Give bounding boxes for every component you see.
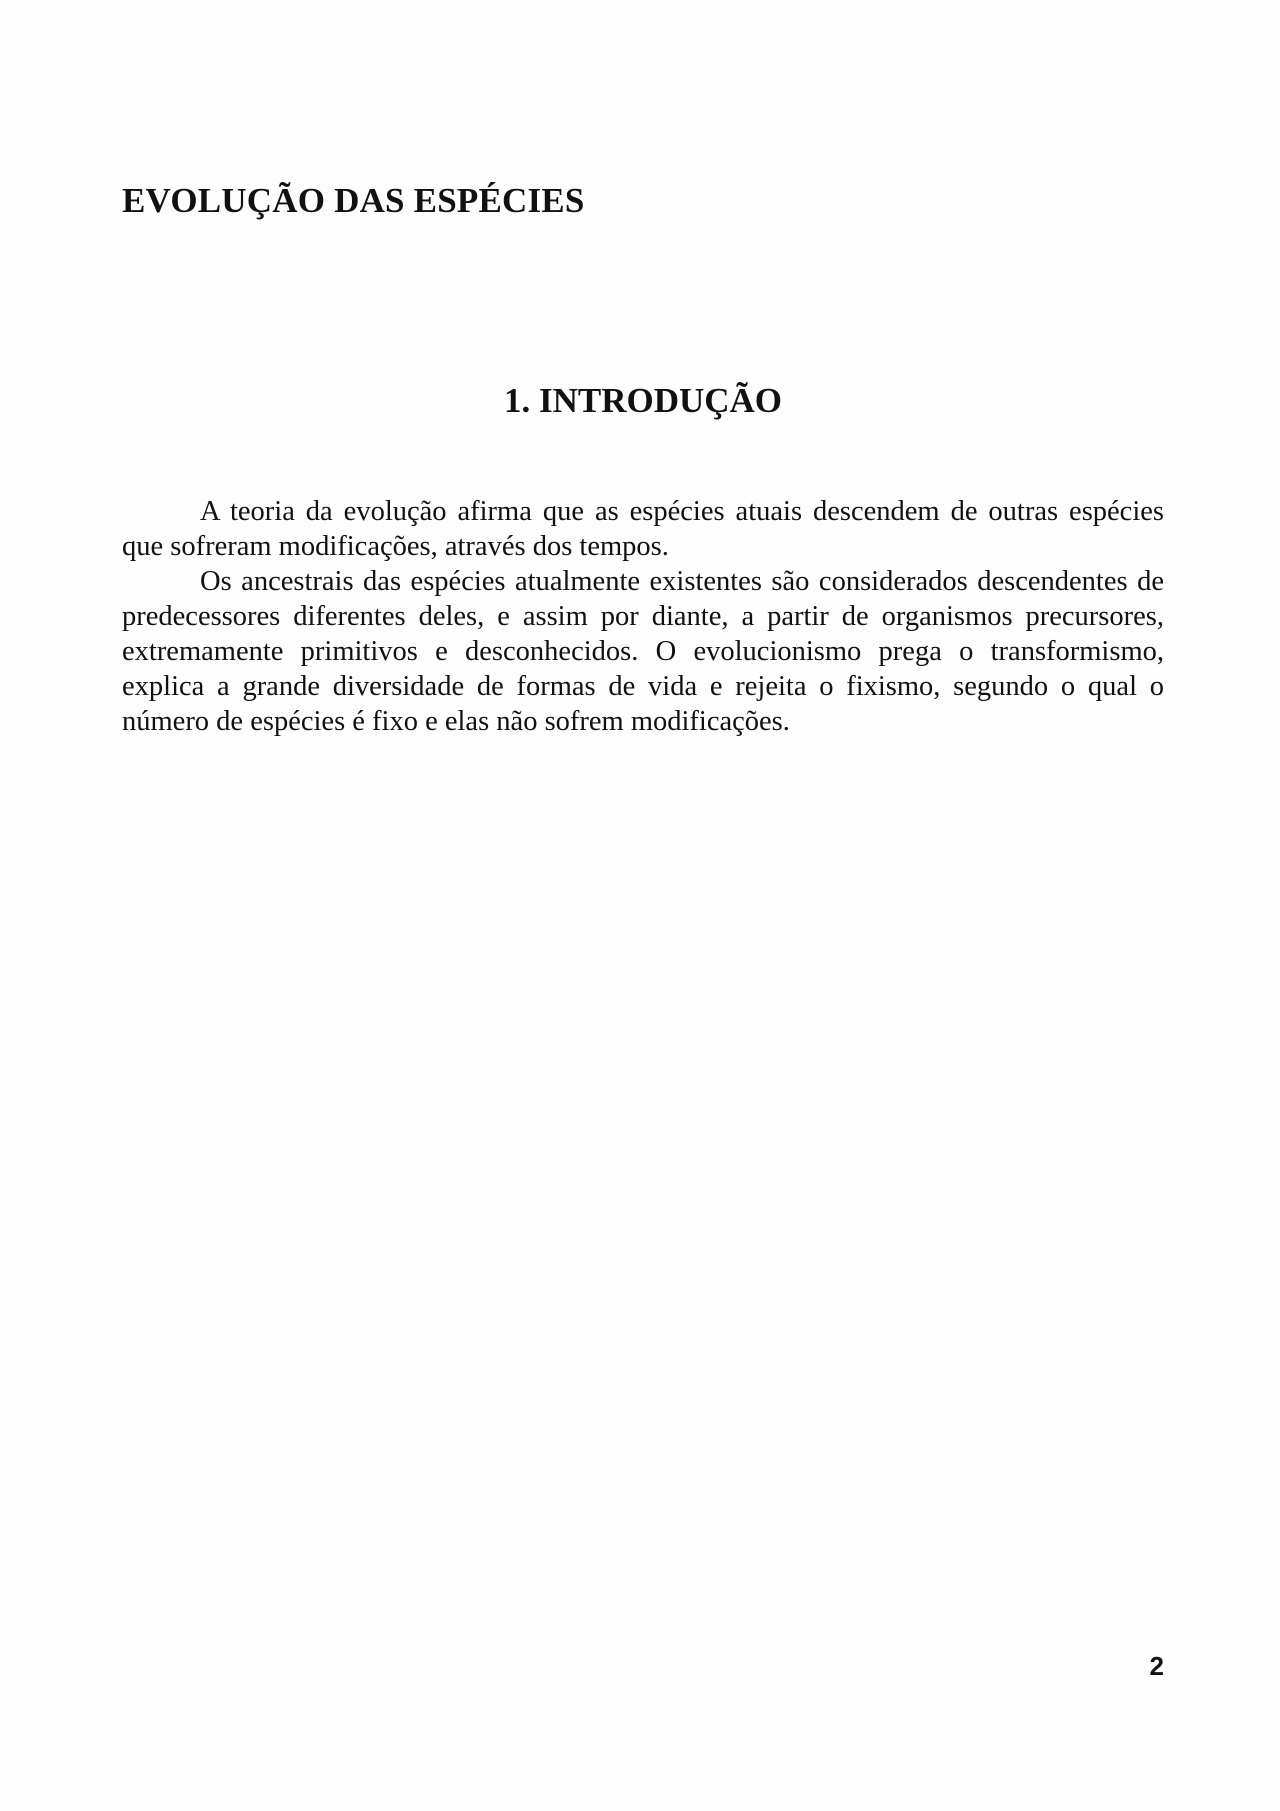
section-heading-introduction: 1. INTRODUÇÃO: [503, 381, 783, 420]
document-title: EVOLUÇÃO DAS ESPÉCIES: [122, 181, 585, 220]
body-text: [122, 494, 1164, 739]
paragraph-2: Os ancestrais das espécies atualmente existentes são considerados descendentes de predecessores diferentes deles, e assim por diante, a partir de organismos precursores, extremamente primitivos e desconhecidos. O evolucionismo prega o transformismo, explica a grande diversidade de formas de vida e rejeita o fixismo, segundo o qual o número de espécies é fixo e elas não sofrem modificações.: [122, 566, 1164, 737]
paragraph-1: A teoria da evolução afirma que as espécies atuais descendem de outras espécies que sofreram modificações, através dos tempos.: [122, 496, 1164, 562]
page-number: 2: [1149, 1651, 1164, 1681]
